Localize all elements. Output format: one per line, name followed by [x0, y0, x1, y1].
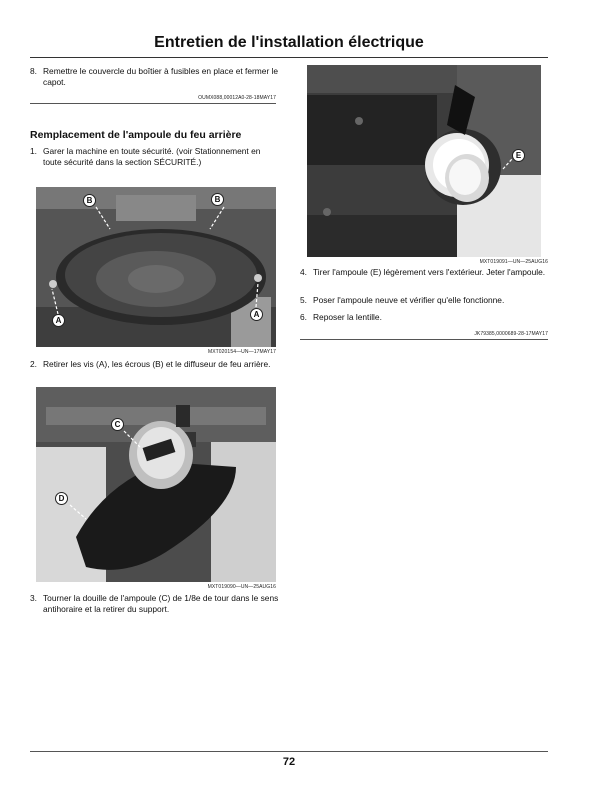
callout-c: C — [111, 418, 124, 431]
section-heading: Remplacement de l'ampoule du feu arrière — [30, 129, 242, 141]
step-number: 1. — [30, 146, 37, 156]
callout-b: B — [211, 193, 224, 206]
step-number: 8. — [30, 66, 37, 76]
tail-light-lens-photo — [36, 187, 276, 347]
page-number: 72 — [282, 756, 296, 768]
reference-code: JK79385,0000689-28-17MAY17 — [474, 331, 548, 337]
tail-light-lens-illustration — [36, 187, 276, 347]
reference-code: OUMX088,00012A0-28-18MAY17 — [198, 95, 276, 101]
step-text: Garer la machine en toute sécurité. (voir Stationnement en toute sécurité dans la section SÉCURITÉ.) — [43, 146, 261, 167]
callout-a: A — [52, 314, 65, 327]
footer-divider — [30, 751, 548, 752]
step-number: 5. — [300, 295, 307, 305]
bulb-photo — [307, 65, 541, 257]
bulb-illustration — [307, 65, 541, 257]
step-text: Retirer les vis (A), les écrous (B) et le diffuseur de feu arrière. — [43, 359, 271, 369]
step-number: 6. — [300, 312, 307, 322]
page-title: Entretien de l'installation électrique — [154, 34, 424, 51]
title-divider — [30, 57, 548, 58]
step-text: Remettre le couvercle du boîtier à fusibles en place et fermer le capot. — [43, 66, 279, 87]
bulb-socket-photo — [36, 387, 276, 582]
divider — [300, 339, 548, 340]
figure-caption: MXT020154—UN—17MAY17 — [207, 349, 276, 355]
divider — [30, 103, 276, 104]
callout-d: D — [55, 492, 68, 505]
callout-e: E — [512, 149, 525, 162]
figure-caption: MXT019090—UN—25AUG16 — [207, 584, 276, 590]
step-number: 4. — [300, 267, 307, 277]
callout-a: A — [250, 308, 263, 321]
callout-b: B — [83, 194, 96, 207]
step-text: Tirer l'ampoule (E) légèrement vers l'extérieur. Jeter l'ampoule. — [313, 267, 546, 277]
bulb-socket-illustration — [36, 387, 276, 582]
step-number: 2. — [30, 359, 37, 369]
step-text: Reposer la lentille. — [313, 312, 382, 322]
step-number: 3. — [30, 593, 37, 603]
step-text: Tourner la douille de l'ampoule (C) de 1/8e de tour dans le sens antihoraire et la retirer du support. — [43, 593, 279, 614]
step-text: Poser l'ampoule neuve et vérifier qu'elle fonctionne. — [313, 295, 505, 305]
figure-caption: MXT019091—UN—25AUG16 — [479, 259, 548, 265]
